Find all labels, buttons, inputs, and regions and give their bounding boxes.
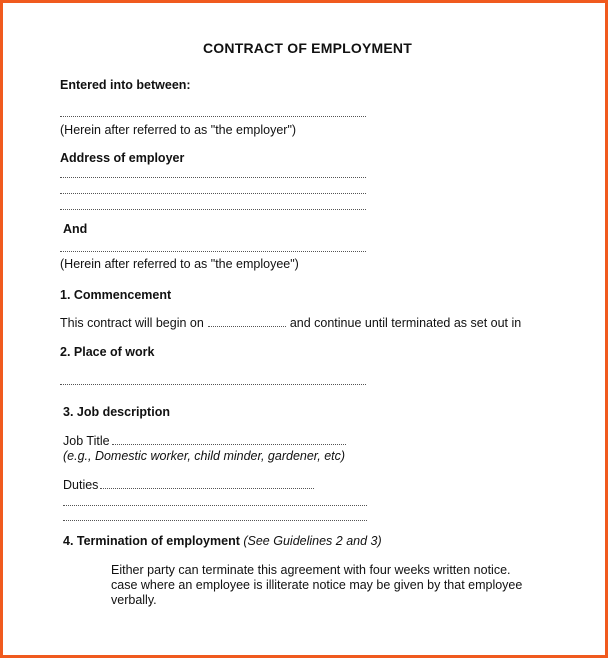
duties-label: Duties	[63, 478, 99, 492]
section-job-description-heading: 3. Job description	[63, 405, 170, 419]
section-termination-heading: 4. Termination of employment	[63, 534, 240, 548]
employer-name-line[interactable]	[60, 116, 366, 117]
termination-line-3: verbally.	[111, 593, 157, 607]
and-label: And	[63, 222, 88, 236]
job-title-example: (e.g., Domestic worker, child minder, gardener, etc)	[63, 449, 346, 463]
address-line-1[interactable]	[60, 177, 366, 178]
duties-line-3[interactable]	[63, 520, 367, 521]
section-place-of-work-heading: 2. Place of work	[60, 345, 155, 359]
job-title-row	[63, 434, 346, 449]
duties-line-2[interactable]	[63, 505, 367, 506]
employer-reference: (Herein after referred to as "the employer")	[60, 123, 297, 137]
commencement-text-after: and continue until terminated as set out in	[289, 316, 522, 330]
duties-row	[63, 478, 314, 493]
job-title-line[interactable]	[112, 436, 346, 445]
employee-reference: (Herein after referred to as "the employee")	[60, 257, 299, 271]
entered-into-label: Entered into between:	[60, 78, 191, 92]
document-title: CONTRACT OF EMPLOYMENT	[203, 40, 412, 56]
address-line-2[interactable]	[60, 193, 366, 194]
address-label: Address of employer	[60, 151, 185, 165]
place-of-work-line[interactable]	[60, 384, 366, 385]
termination-line-2: case where an employee is illiterate notice may be given by that employee	[111, 578, 523, 592]
duties-line-1[interactable]	[100, 480, 314, 489]
address-line-3[interactable]	[60, 209, 366, 210]
commencement-text	[60, 316, 521, 331]
start-date-line[interactable]	[208, 318, 286, 327]
section-commencement-heading: 1. Commencement	[60, 288, 172, 302]
commencement-text-before: This contract will begin on	[60, 316, 204, 330]
termination-guidelines-note: (See Guidelines 2 and 3)	[243, 534, 382, 548]
employee-name-line[interactable]	[60, 251, 366, 252]
termination-line-1: Either party can terminate this agreement with four weeks written notice.	[111, 563, 511, 577]
section-termination-heading-row	[63, 534, 382, 549]
job-title-label: Job Title	[63, 434, 110, 448]
